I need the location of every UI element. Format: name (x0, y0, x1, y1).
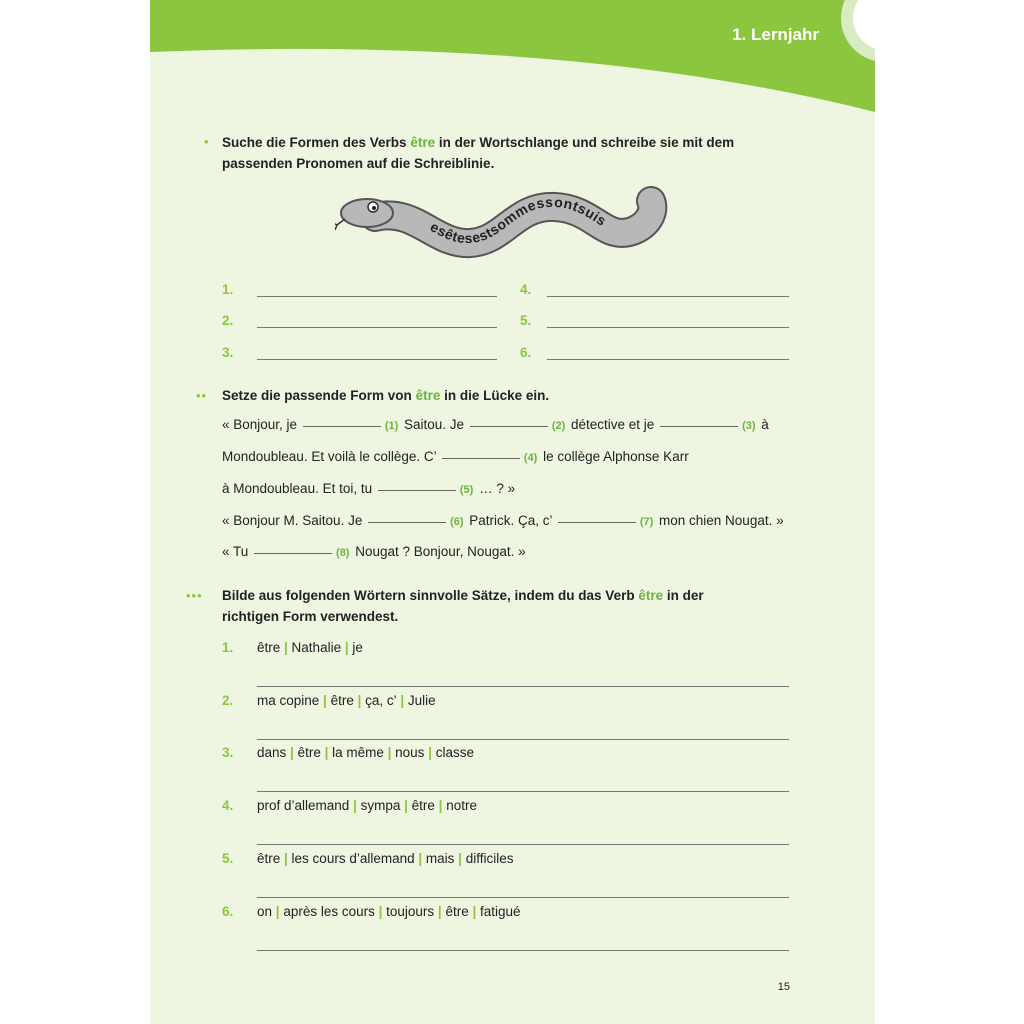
cloze-text-segment: détective et je (567, 417, 659, 432)
word-chip: ma copine (257, 693, 320, 708)
sentence-number: 5. (222, 851, 234, 866)
word-separator: | (374, 904, 387, 919)
answer-num-5: 5. (520, 313, 532, 328)
cloze-gap-line[interactable] (470, 426, 548, 427)
word-list (257, 798, 477, 813)
sentence-answer-line[interactable] (257, 897, 789, 898)
cloze-gap-line[interactable] (660, 426, 738, 427)
word-chip: être (297, 745, 321, 760)
answer-num-3: 3. (222, 345, 234, 360)
word-snake-illustration (335, 185, 675, 265)
cloze-text-segment: Nougat ? Bonjour, Nougat. » (351, 544, 526, 559)
cloze-gap-line[interactable] (378, 490, 456, 491)
snake-head (341, 199, 393, 227)
word-separator: | (396, 693, 408, 708)
cloze-gap-line[interactable] (368, 522, 446, 523)
cloze-gap-line[interactable] (558, 522, 636, 523)
cloze-line (222, 449, 689, 464)
header-banner (150, 0, 875, 120)
word-chip: on (257, 904, 273, 919)
cloze-text-segment: mon chien Nougat. » (655, 513, 784, 528)
task3-instruction (222, 585, 742, 627)
word-chip: je (352, 640, 363, 655)
answer-num-4: 4. (520, 282, 532, 297)
answer-line-4[interactable] (547, 296, 789, 297)
word-separator: | (280, 851, 292, 866)
answer-line-1[interactable] (257, 296, 497, 297)
word-separator: | (468, 904, 480, 919)
answer-line-6[interactable] (547, 359, 789, 360)
sentence-number: 3. (222, 745, 234, 760)
word-separator: | (383, 745, 396, 760)
word-separator: | (319, 693, 331, 708)
word-chip: être (257, 640, 281, 655)
sentence-answer-line[interactable] (257, 686, 789, 687)
cloze-gap-number: (7) (639, 516, 654, 528)
cloze-text-segment: à Mondoubleau. Et toi, tu (222, 481, 376, 496)
cloze-line (222, 513, 784, 528)
sentence-answer-line[interactable] (257, 844, 789, 845)
word-separator: | (341, 640, 353, 655)
word-separator: | (434, 904, 446, 919)
cloze-text-segment: « Bonjour, je (222, 417, 301, 432)
cloze-text-segment: Patrick. Ça, c’ (465, 513, 556, 528)
word-separator: | (280, 640, 292, 655)
cloze-gap-number: (6) (450, 516, 464, 528)
task3-text-pre: Bilde aus folgenden Wörtern sinnvolle Sätze, indem du das Verb (222, 588, 639, 603)
answer-num-6: 6. (520, 345, 532, 360)
cloze-text-segment: le collège Alphonse Karr (539, 449, 689, 464)
word-separator: | (272, 904, 284, 919)
cloze-line (222, 417, 769, 432)
cloze-text-segment: Mondoubleau. Et voilà le collège. C’ (222, 449, 440, 464)
word-chip: être (411, 798, 435, 813)
word-chip: après les cours (283, 904, 375, 919)
task3-text-post: in der richtigen Form verwendest. (222, 588, 704, 624)
sentence-number: 2. (222, 693, 234, 708)
word-separator: | (349, 798, 361, 813)
snake-letters: esêtesestsommessontsuis (427, 193, 610, 247)
sentence-number: 1. (222, 640, 234, 655)
word-separator: | (454, 851, 466, 866)
word-chip: être (330, 693, 354, 708)
cloze-text-segment: Saitou. Je (400, 417, 468, 432)
cloze-line (222, 544, 526, 559)
sentence-answer-line[interactable] (257, 791, 789, 792)
task1-verb: être (410, 135, 436, 150)
word-separator: | (286, 745, 298, 760)
word-chip: notre (446, 798, 477, 813)
task2-text-pre: Setze die passende Form von (222, 388, 416, 403)
word-separator: | (353, 693, 366, 708)
word-list (257, 640, 363, 655)
word-chip: dans (257, 745, 287, 760)
answer-line-3[interactable] (257, 359, 497, 360)
cloze-text-segment: « Tu (222, 544, 253, 559)
sentence-number: 4. (222, 798, 234, 813)
answer-line-2[interactable] (257, 327, 497, 328)
cloze-gap-number: (5) (459, 484, 474, 496)
word-chip: mais (425, 851, 455, 866)
answer-num-1: 1. (222, 282, 234, 297)
cloze-text-segment: … ? » (475, 481, 516, 496)
word-separator: | (434, 798, 447, 813)
task1-text-pre: Suche die Formen des Verbs (222, 135, 411, 150)
word-list (257, 851, 513, 866)
answer-num-2: 2. (222, 313, 234, 328)
cloze-line (222, 481, 515, 496)
sentence-number: 6. (222, 904, 234, 919)
word-chip: Nathalie (291, 640, 342, 655)
difficulty-dots-3: ••• (186, 588, 203, 603)
word-chip: difficiles (465, 851, 514, 866)
word-chip: prof d’allemand (257, 798, 350, 813)
word-chip: être (445, 904, 469, 919)
cloze-text-segment: à (757, 417, 769, 432)
page-number: 15 (777, 981, 790, 993)
task2-verb: être (415, 388, 441, 403)
difficulty-dots-1: • (204, 134, 210, 149)
word-chip: toujours (386, 904, 435, 919)
worksheet-page (150, 0, 875, 1024)
word-separator: | (320, 745, 333, 760)
word-separator: | (424, 745, 436, 760)
word-chip: Julie (407, 693, 436, 708)
cloze-text-segment: « Bonjour M. Saitou. Je (222, 513, 367, 528)
word-chip: fatigué (480, 904, 521, 919)
cloze-gap-number: (4) (523, 452, 538, 464)
word-chip: ça, c’ (365, 693, 397, 708)
word-separator: | (400, 798, 412, 813)
chapter-title: 1. Lernjahr (732, 25, 819, 44)
word-chip: être (257, 851, 281, 866)
sentence-answer-line[interactable] (257, 950, 789, 951)
word-chip: nous (395, 745, 425, 760)
cloze-gap-number: (2) (551, 420, 566, 432)
word-chip: sympa (360, 798, 401, 813)
word-list (257, 693, 436, 708)
word-chip: la même (332, 745, 384, 760)
cloze-gap-number: (3) (742, 420, 756, 432)
cloze-gap-number: (8) (336, 547, 350, 559)
answer-line-5[interactable] (547, 327, 789, 328)
task3-verb: être (638, 588, 664, 603)
word-chip: classe (435, 745, 474, 760)
word-list (257, 745, 474, 760)
task1-text-post: in der Wortschlange und schreibe sie mit dem passenden Pronomen auf die Schreiblinie. (222, 135, 735, 171)
task1-instruction (222, 132, 742, 174)
word-separator: | (414, 851, 426, 866)
sentence-answer-line[interactable] (257, 739, 789, 740)
task2-instruction (222, 385, 742, 406)
cloze-gap-line[interactable] (254, 553, 332, 554)
cloze-gap-number: (1) (384, 420, 399, 432)
cloze-gap-line[interactable] (442, 458, 520, 459)
word-chip: les cours d’allemand (291, 851, 415, 866)
task2-text-post: in die Lücke ein. (440, 388, 550, 403)
cloze-gap-line[interactable] (303, 426, 381, 427)
difficulty-dots-2: •• (196, 388, 208, 403)
word-list (257, 904, 521, 919)
